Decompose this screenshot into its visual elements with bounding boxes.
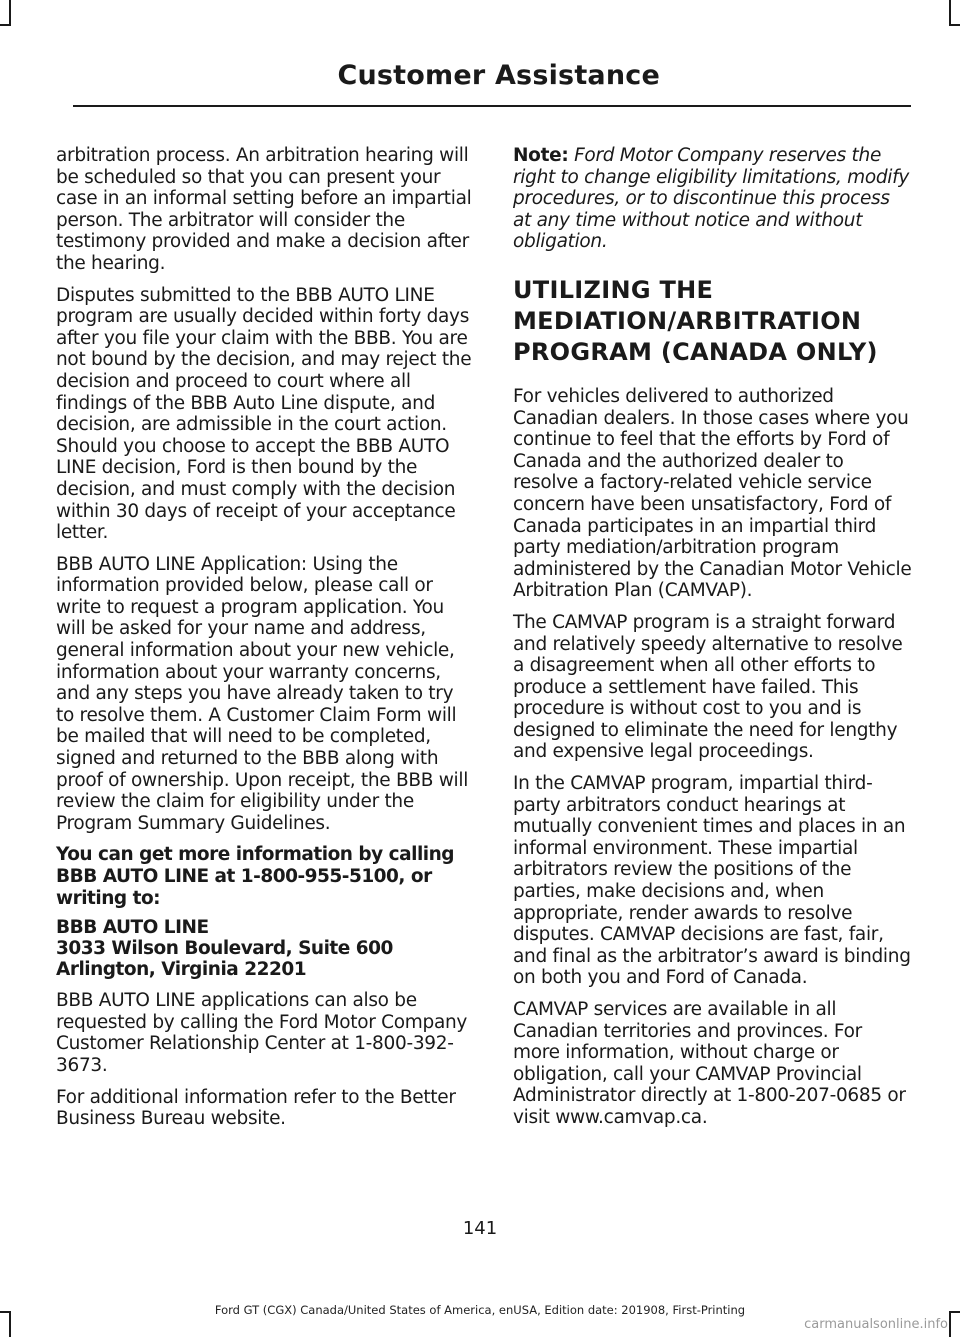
paragraph-additional-info: For additional information refer to the Better Business Bureau website.: [56, 1086, 456, 1130]
paragraph-camvap-services: CAMVAP services are available in all Canadian territories and provinces. For more information, without charge or obligation, call your CAMVAP Provincial Administrator directly at 1-800-207-0685 or visit www.camvap.ca.: [513, 999, 906, 1128]
crop-mark-top-left-v: [9, 0, 11, 25]
note-text: Ford Motor Company reserves the right to change eligibility limitations, modify procedures, or to discontinue this process at any time without notice and without obligation.: [513, 145, 910, 253]
address-line-1: BBB AUTO LINE: [56, 917, 209, 939]
left-column: [56, 145, 476, 1140]
page-number: 141: [462, 1218, 498, 1239]
paragraph-camvap-program: The CAMVAP program is a straight forward and relatively speedy alternative to resolve a disagreement when all other efforts to produce a settlement have failed. This procedure is without cost to you and is designed to eliminate the need for lengthy and expensive legal proceedings.: [513, 611, 903, 763]
address-block: [56, 917, 476, 980]
address-line-2: 3033 Wilson Boulevard, Suite 600: [56, 938, 393, 960]
header-rule: [73, 105, 911, 107]
crop-mark-top-left-h: [0, 24, 11, 26]
note-label: Note:: [513, 145, 569, 166]
watermark: carmanualsonline.info: [804, 1317, 948, 1332]
crop-mark-top-right-v: [949, 0, 951, 25]
page-header-title: Customer Assistance: [337, 60, 660, 91]
right-column: [513, 145, 913, 1139]
paragraph-canadian-vehicles: For vehicles delivered to authorized Canadian dealers. In those cases where you continue to feel that the efforts by Ford of Canada and the authorized dealer to resolve a factory-related vehicle service concern have been unsatisfactory, Ford of Canada participates in an impartial third party mediation/arbitration program administered by the Canadian Motor Vehicle Arbitration Plan (CAMVAP).: [513, 385, 912, 602]
paragraph-camvap-arbitrators: In the CAMVAP program, impartial third-party arbitrators conduct hearings at mutually convenient times and places in an informal environment. These impartial arbitrators review the positions of the parties, make decisions and, when appropriate, render awards to resolve disputes. CAMVAP decisions are fast, fair, and final as the arbitrator’s award is binding on both you and Ford of Canada.: [513, 773, 911, 989]
paragraph-application: BBB AUTO LINE Application: Using the information provided below, please call or write to request a program application. You will be asked for your name and address, general information about your new vehicle, information about your warranty concerns, and any steps you have already taken to try to resolve them. A Customer Claim Form will be mailed that will need to be completed, signed and returned to the BBB along with proof of ownership. Upon receipt, the BBB will review the claim for eligibility under the Program Summary Guidelines.: [56, 553, 469, 834]
address-line-3: Arlington, Virginia 22201: [56, 959, 307, 981]
note-paragraph: [513, 145, 913, 253]
paragraph-disputes: Disputes submitted to the BBB AUTO LINE program are usually decided within forty days after you file your claim with the BBB. You are not bound by the decision, and may reject the decision and proceed to court where all findings of the BBB Auto Line dispute, and decision, are admissible in the court action. Should you choose to accept the BBB AUTO LINE decision, Ford is then bound by the decision, and must comply with the decision within 30 days of receipt of your acceptance letter.: [56, 284, 472, 544]
paragraph-arbitration-process: arbitration process. An arbitration hearing will be scheduled so that you can present your case in an informal setting before an impartial person. The arbitrator will consider the testimony provided and make a decision after the hearing.: [56, 145, 472, 274]
crop-mark-top-right-h: [949, 24, 960, 26]
footer-edition: Ford GT (CGX) Canada/United States of America, enUSA, Edition date: 201908, First-Printing: [214, 1303, 746, 1317]
paragraph-more-info: You can get more information by calling BBB AUTO LINE at 1-800-955-5100, or writing to:: [56, 844, 455, 909]
section-heading: UTILIZING THE MEDIATION/ARBITRATION PROGRAM (CANADA ONLY): [513, 275, 878, 366]
paragraph-applications-phone: BBB AUTO LINE applications can also be requested by calling the Ford Motor Company Customer Relationship Center at 1-800-392-3673.: [56, 990, 468, 1076]
